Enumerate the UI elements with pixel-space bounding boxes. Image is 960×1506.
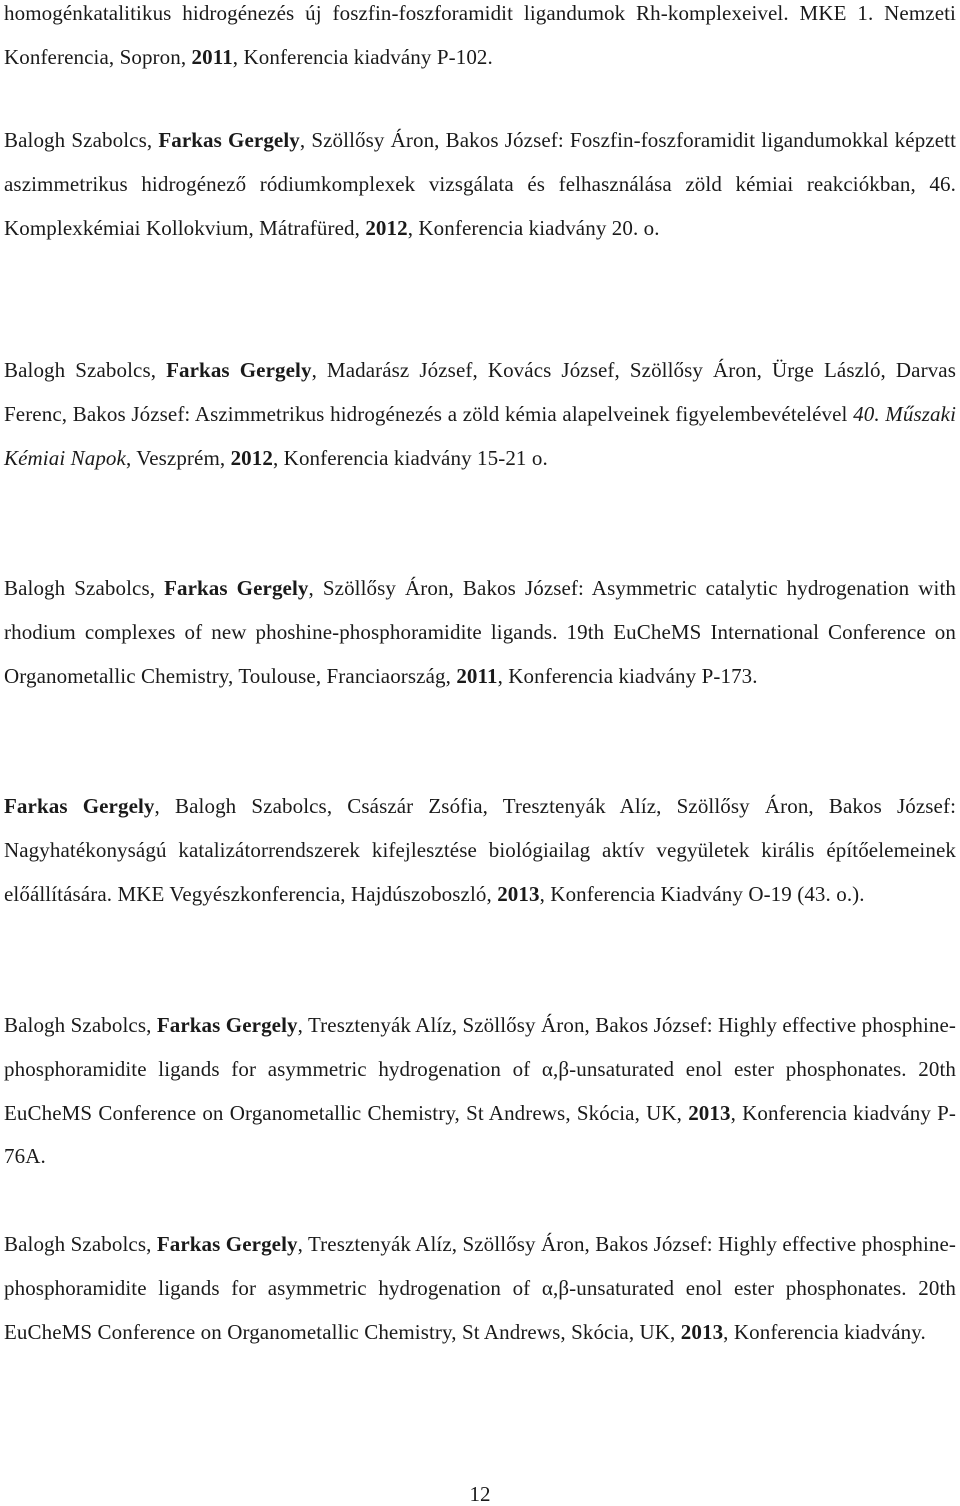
reference-year: 2013	[680, 1319, 724, 1344]
reference-text: Balogh Szabolcs,	[4, 1232, 157, 1256]
author-highlight: Farkas Gergely	[164, 576, 309, 600]
author-highlight: Farkas Gergely	[156, 1232, 298, 1256]
reference-text: , Szöllősy Áron, Bakos József: Foszfin-foszforamidit ligandumokkal képzett aszimmetrikus hidrogénező ródiumkomplexek vizsgálata és felhasználása zöld kémiai reakciókban, 46. Komplexkémiai Kollokvium, Mátrafüred,	[4, 128, 956, 240]
reference-text: , Balogh Szabolcs, Császár Zsófia, Tresztenyák Alíz, Szöllősy Áron, Bakos József: Nagyhatékonyságú katalizátorrendszerek kifejlesztése biológiailag aktív vegyületek királis építőelemeinek előállítására. MKE Vegyészkonferencia, Hajdúszoboszló,	[4, 794, 957, 906]
reference-text: , Tresztenyák Alíz, Szöllősy Áron, Bakos József: Highly effective phosphine-phosphoramidite ligands for asymmetric hydrogenation of α,β-unsaturated enol ester phosphonates. 20th EuCheMS Conference on Organometallic Chemistry, St Andrews, Skócia, UK,	[4, 1013, 957, 1125]
author-highlight: Farkas Gergely	[158, 128, 300, 152]
author-highlight: Farkas Gergely	[4, 794, 155, 818]
reference-text: , Konferencia kiadvány 20. o.	[407, 215, 660, 240]
reference-text: , Madarász József, Kovács József, Szöllősy Áron, Ürge László, Darvas Ferenc, Bakos József: Aszimmetrikus hidrogénezés a zöld kémia alapelveinek figyelembevételével	[4, 358, 956, 426]
reference-text: Balogh Szabolcs,	[4, 128, 159, 152]
reference-text: , Tresztenyák Alíz, Szöllősy Áron, Bakos József: Highly effective phosphine-phosphoramidite ligands for asymmetric hydrogenation of α,β-unsaturated enol ester phosphonates. 20th EuCheMS Conference on Organometallic Chemistry, St Andrews, Skócia, UK,	[4, 1232, 957, 1344]
reference-text: , Konferencia kiadvány 15-21 o.	[272, 445, 548, 470]
reference-text: homogénkatalitikus hidrogénezés új foszfin-foszforamidit ligandumok Rh-komplexeivel. MKE 1. Nemzeti Konferencia, Sopron,	[4, 1, 956, 69]
reference-entry	[4, 1004, 956, 1179]
reference-year: 2011	[191, 44, 233, 69]
reference-year: 2012	[365, 215, 408, 240]
reference-entry	[4, 785, 956, 916]
reference-text: , Konferencia kiadvány.	[723, 1319, 926, 1344]
reference-year: 2011	[456, 663, 498, 688]
event-title: 40. Műszaki Kémiai Napok	[4, 401, 957, 470]
reference-entry	[4, 1223, 956, 1354]
reference-text: , Konferencia kiadvány P-76A.	[4, 1100, 957, 1169]
reference-text: , Szöllősy Áron, Bakos József: Asymmetric catalytic hydrogenation with rhodium complexes of new phoshine-phosphoramidite ligands. 19th EuCheMS International Conference on Organometallic Chemistry, Toulouse, Franciaország,	[4, 576, 956, 688]
reference-text: Balogh Szabolcs,	[4, 358, 167, 382]
reference-entry	[4, 349, 956, 480]
reference-year: 2012	[230, 445, 273, 470]
reference-text: , Konferencia kiadvány P-102.	[232, 44, 493, 69]
reference-year: 2013	[688, 1100, 731, 1125]
reference-text: , Konferencia kiadvány P-173.	[497, 663, 758, 688]
page-number: 12	[469, 1482, 491, 1506]
reference-entry	[4, 567, 956, 698]
reference-entry	[4, 119, 956, 250]
author-highlight: Farkas Gergely	[156, 1013, 298, 1037]
reference-text: , Veszprém,	[125, 445, 231, 470]
reference-year: 2013	[497, 881, 540, 906]
reference-text: Balogh Szabolcs,	[4, 576, 165, 600]
reference-text: , Konferencia Kiadvány O-19 (43. o.).	[539, 881, 865, 906]
reference-entry	[4, 0, 956, 80]
reference-text: Balogh Szabolcs,	[4, 1013, 157, 1037]
author-highlight: Farkas Gergely	[166, 358, 312, 382]
